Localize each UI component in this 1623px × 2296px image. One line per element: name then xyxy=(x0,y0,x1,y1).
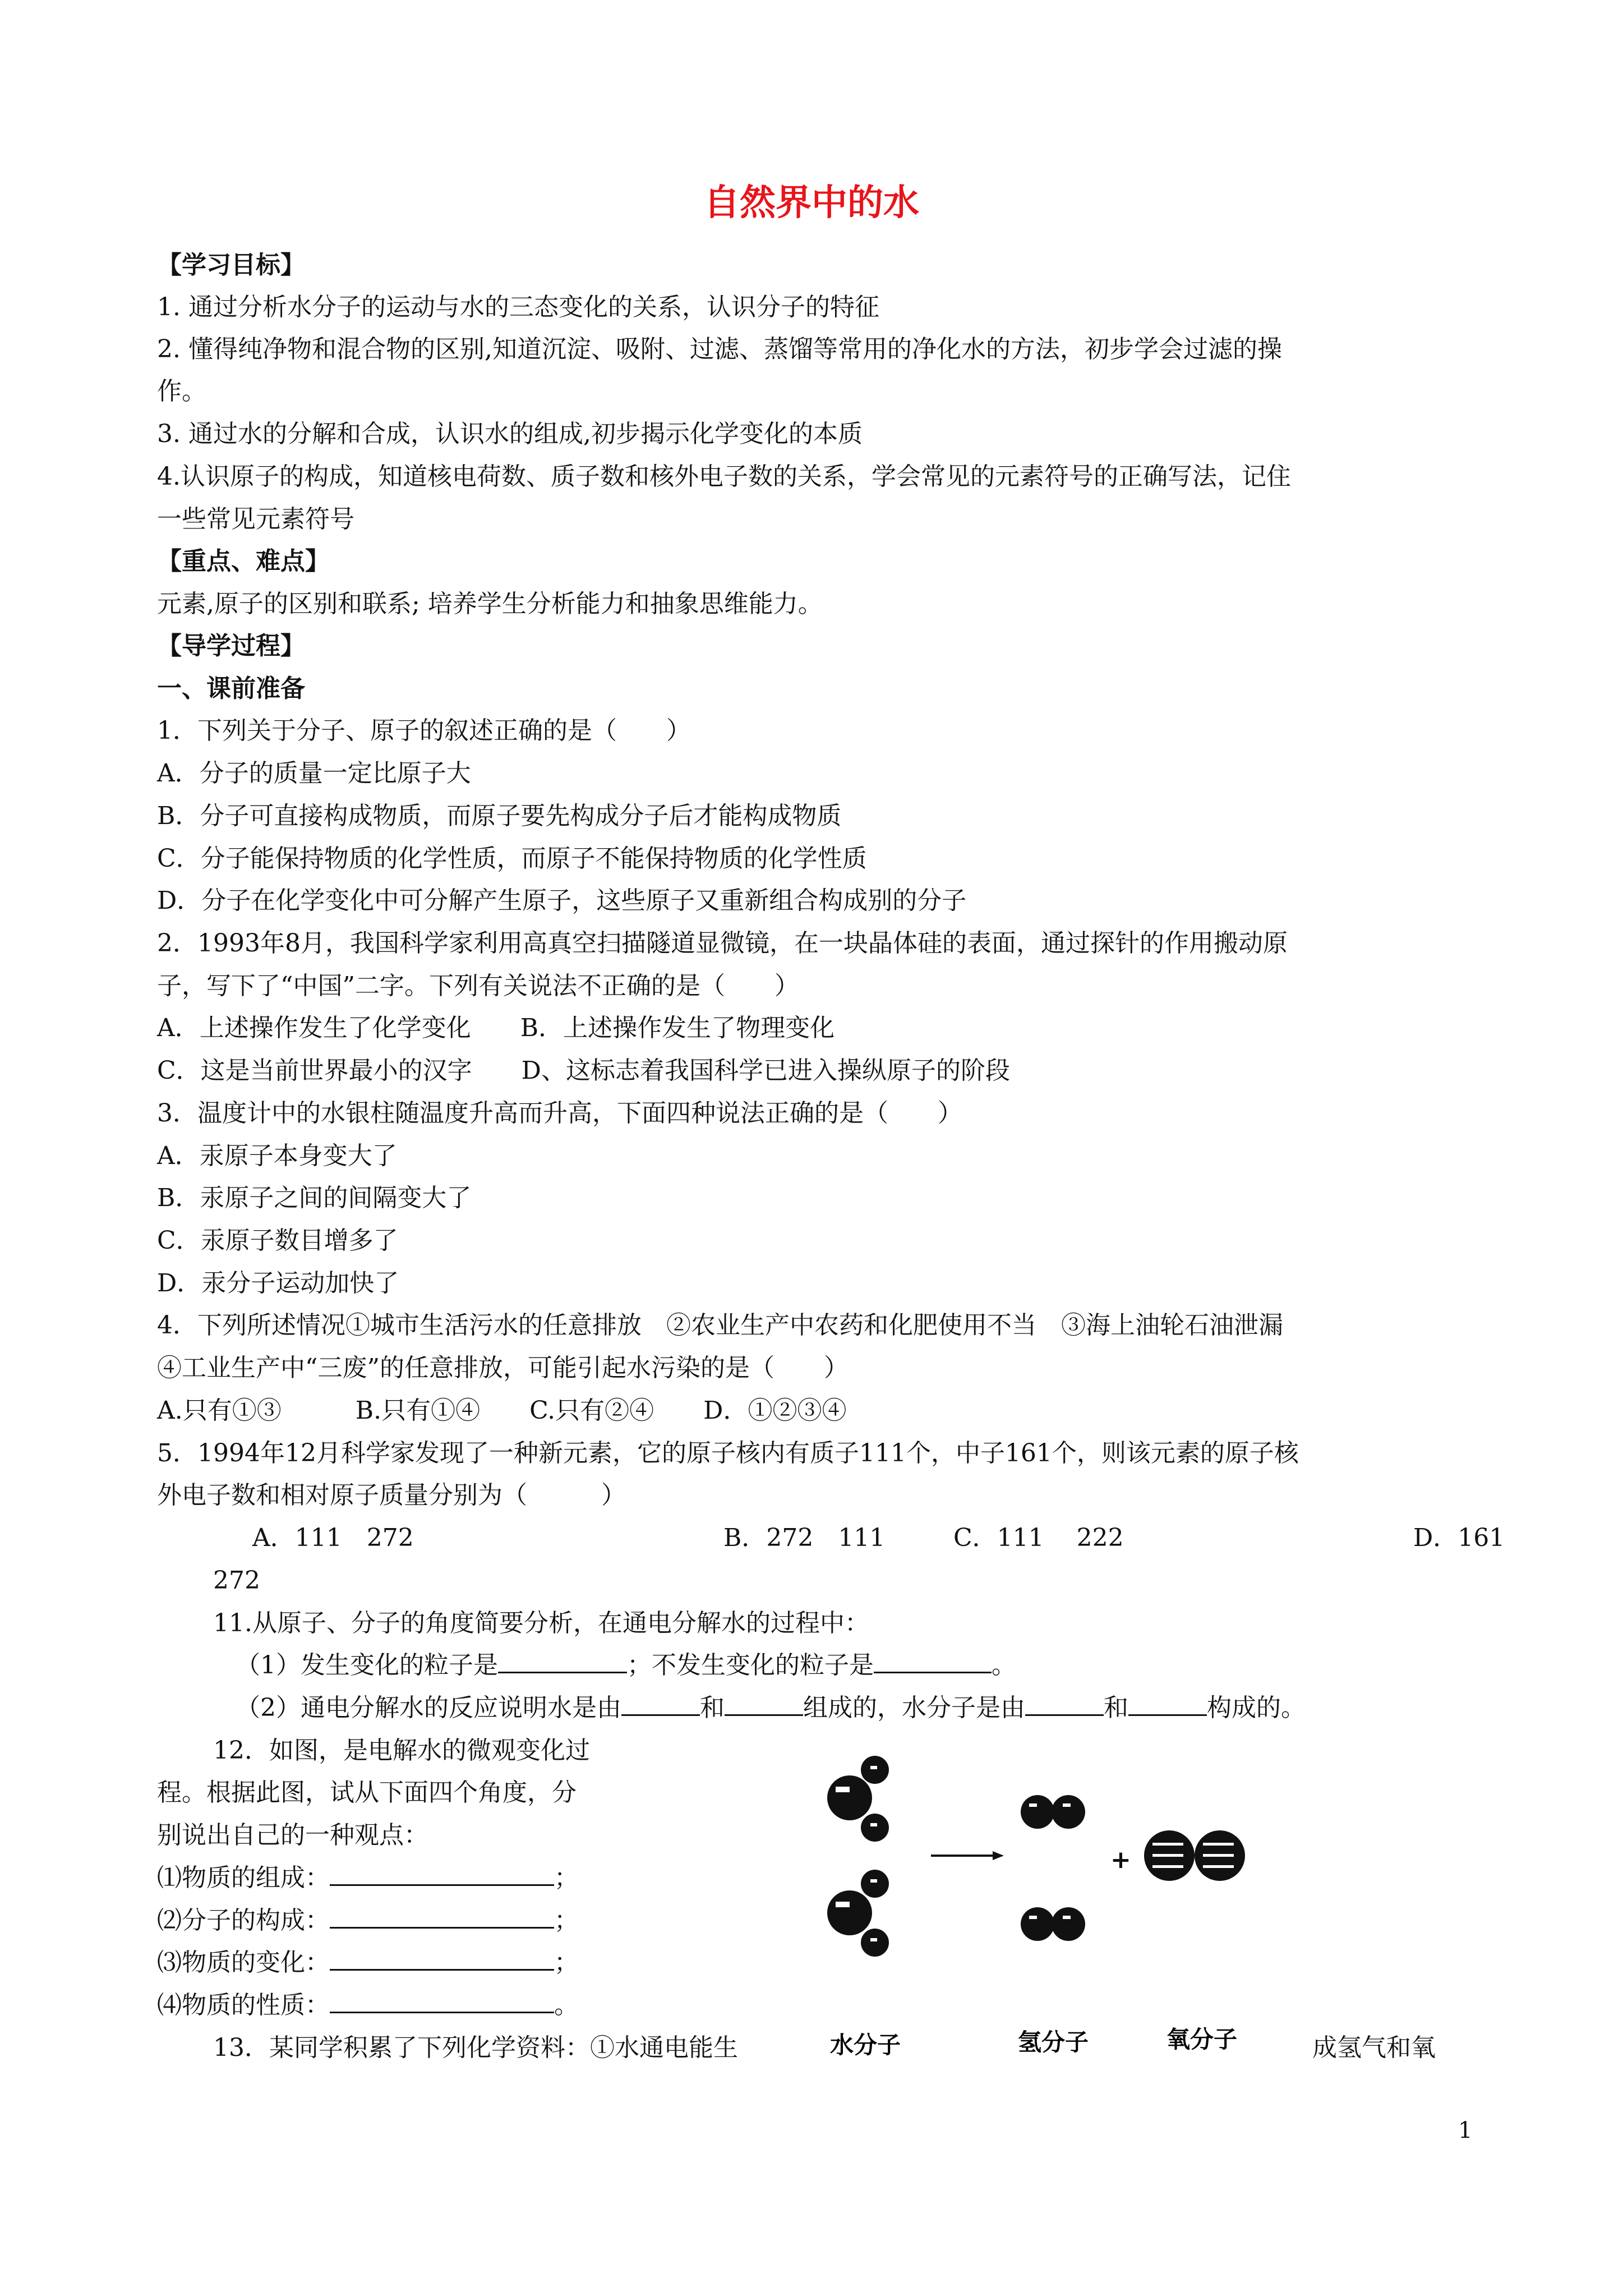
objective-line: 作。 xyxy=(157,377,206,406)
question-5-stem: 外电子数和相对原子质量分别为（ ） xyxy=(157,1481,626,1510)
question-12-item-3 xyxy=(157,1941,579,1984)
question-11-text: 。 xyxy=(992,1651,1016,1680)
question-12-item-end: ； xyxy=(554,1948,579,1977)
reaction-arrow-icon xyxy=(931,1851,1004,1860)
answer-blank[interactable] xyxy=(330,1904,554,1929)
objective-line: 1. 通过分析水分子的运动与水的三态变化的关系，认识分子的特征 xyxy=(157,293,879,321)
answer-blank[interactable] xyxy=(1128,1692,1207,1716)
question-5-option-c: C．111 222 xyxy=(953,1524,1124,1552)
question-11-text: （2）通电分解水的反应说明水是由 xyxy=(236,1694,621,1722)
question-12-stem: 别说出自己的一种观点： xyxy=(157,1821,428,1849)
answer-blank[interactable] xyxy=(874,1649,992,1673)
plus-sign: + xyxy=(1110,1846,1131,1874)
question-2-options: C．这是当前世界最小的汉字 D、这标志着我国科学已进入操纵原子的阶段 xyxy=(157,1056,1010,1085)
water-molecule xyxy=(827,1870,889,1957)
question-1-option-a: A．分子的质量一定比原子大 xyxy=(157,759,471,788)
question-12-item-2 xyxy=(157,1899,579,1942)
question-4-options: A.只有①③ B.只有①④ C.只有②④ D．①②③④ xyxy=(157,1396,847,1425)
label-hydrogen-molecule: 氢分子 xyxy=(1018,2028,1089,2056)
question-1-option-d: D．分子在化学变化中可分解产生原子，这些原子又重新组合构成别的分子 xyxy=(157,886,967,915)
question-12-item-label: ⑷物质的性质： xyxy=(157,1991,330,2019)
objectives-heading: 【学习目标】 xyxy=(157,251,305,279)
answer-blank[interactable] xyxy=(330,1947,554,1971)
question-1-option-c: C．分子能保持物质的化学性质，而原子不能保持物质的化学性质 xyxy=(157,844,867,873)
question-11-text: 构成的。 xyxy=(1207,1694,1306,1722)
question-11-text: 组成的，水分子是由 xyxy=(803,1694,1025,1722)
answer-blank[interactable] xyxy=(498,1649,627,1673)
process-heading: 【导学过程】 xyxy=(157,632,305,660)
label-water-molecule: 水分子 xyxy=(830,2031,901,2059)
answer-blank[interactable] xyxy=(330,1862,554,1886)
objective-line: 2. 懂得纯净物和混合物的区别,知道沉淀、吸附、过滤、蒸馏等常用的净化水的方法，初步学会过滤的操 xyxy=(157,335,1282,364)
question-12-item-4 xyxy=(157,1984,579,2027)
water-molecule xyxy=(827,1756,889,1842)
question-13-text: 13．某同学积累了下列化学资料：①水通电能生 xyxy=(213,2033,738,2062)
answer-blank[interactable] xyxy=(621,1692,700,1716)
answer-blank[interactable] xyxy=(725,1692,803,1716)
question-12-item-label: ⑵分子的构成： xyxy=(157,1906,330,1935)
question-2-stem: 2．1993年8月，我国科学家利用高真空扫描隧道显微镜，在一块晶体硅的表面，通过探针的作用搬动原 xyxy=(157,929,1288,958)
question-5-option-a: A．111 272 xyxy=(252,1524,414,1552)
question-3-option-c: C．汞原子数目增多了 xyxy=(157,1226,398,1255)
question-2-stem: 子，写下了“中国”二字。下列有关说法不正确的是（ ） xyxy=(157,972,799,1000)
question-1-stem: 1．下列关于分子、原子的叙述正确的是（ ） xyxy=(157,716,691,745)
question-1-option-b: B．分子可直接构成物质，而原子要先构成分子后才能构成物质 xyxy=(157,802,842,830)
question-11-part-2 xyxy=(236,1687,1306,1729)
answer-blank[interactable] xyxy=(1025,1692,1104,1716)
question-11-part-1 xyxy=(236,1644,1016,1687)
question-3-option-b: B．汞原子之间的间隔变大了 xyxy=(157,1184,472,1212)
objective-line: 3. 通过水的分解和合成，认识水的组成,初步揭示化学变化的本质 xyxy=(157,420,863,448)
question-12-stem: 程。根据此图，试从下面四个角度，分 xyxy=(157,1778,577,1807)
question-3-stem: 3．温度计中的水银柱随温度升高而升高，下面四种说法正确的是（ ） xyxy=(157,1099,962,1128)
question-11-text: 和 xyxy=(1104,1694,1128,1722)
question-3-option-a: A．汞原子本身变大了 xyxy=(157,1142,397,1170)
key-points-text: 元素,原子的区别和联系; 培养学生分析能力和抽象思维能力。 xyxy=(157,590,823,618)
question-12-item-end: 。 xyxy=(554,1991,579,2019)
question-12-item-1 xyxy=(157,1857,579,1899)
question-12-item-label: ⑶物质的变化： xyxy=(157,1948,330,1977)
question-11-text: （1）发生变化的粒子是 xyxy=(236,1651,498,1680)
question-11-text: ；不发生变化的粒子是 xyxy=(627,1651,874,1680)
question-12-item-end: ； xyxy=(554,1906,579,1935)
question-12-item-label: ⑴物质的组成： xyxy=(157,1864,330,1892)
question-5-option-d-cont: 272 xyxy=(213,1566,260,1595)
question-13-tail: 成氢气和氧 xyxy=(1312,2033,1436,2062)
question-4-stem: 4．下列所述情况①城市生活污水的任意排放 ②农业生产中农药和化肥使用不当 ③海上油轮石油泄漏 xyxy=(157,1311,1283,1340)
question-12-item-end: ； xyxy=(554,1864,579,1892)
question-11-text: 和 xyxy=(700,1694,725,1722)
question-11-stem: 11.从原子、分子的角度简要分析，在通电分解水的过程中： xyxy=(213,1609,869,1637)
question-2-options: A．上述操作发生了化学变化 B．上述操作发生了物理变化 xyxy=(157,1014,835,1042)
answer-blank[interactable] xyxy=(330,1989,554,2013)
question-4-stem: ④工业生产中“三废”的任意排放，可能引起水污染的是（ ） xyxy=(157,1354,849,1382)
label-oxygen-molecule: 氧分子 xyxy=(1166,2026,1238,2053)
hydrogen-molecule xyxy=(1021,1795,1085,1829)
page-title: 自然界中的水 xyxy=(704,182,919,224)
page-number: 1 xyxy=(1458,2118,1473,2143)
oxygen-molecule xyxy=(1144,1830,1245,1881)
question-5-stem: 5．1994年12月科学家发现了一种新元素，它的原子核内有质子111个，中子161个，则该元素的原子核 xyxy=(157,1439,1299,1467)
question-5-option-d: D．161 xyxy=(1413,1524,1505,1552)
electrolysis-diagram xyxy=(808,1728,1312,2076)
question-3-option-d: D．汞分子运动加快了 xyxy=(157,1269,399,1297)
objective-line: 一些常见元素符号 xyxy=(157,505,354,533)
question-5-option-b: B．272 111 xyxy=(723,1524,886,1552)
section-heading: 一、课前准备 xyxy=(157,674,305,703)
question-12-stem: 12．如图，是电解水的微观变化过 xyxy=(213,1736,590,1765)
hydrogen-molecule xyxy=(1021,1907,1085,1941)
key-points-heading: 【重点、难点】 xyxy=(157,547,330,576)
objective-line: 4.认识原子的构成，知道核电荷数、质子数和核外电子数的关系，学会常见的元素符号的正确写法，记住 xyxy=(157,462,1291,491)
